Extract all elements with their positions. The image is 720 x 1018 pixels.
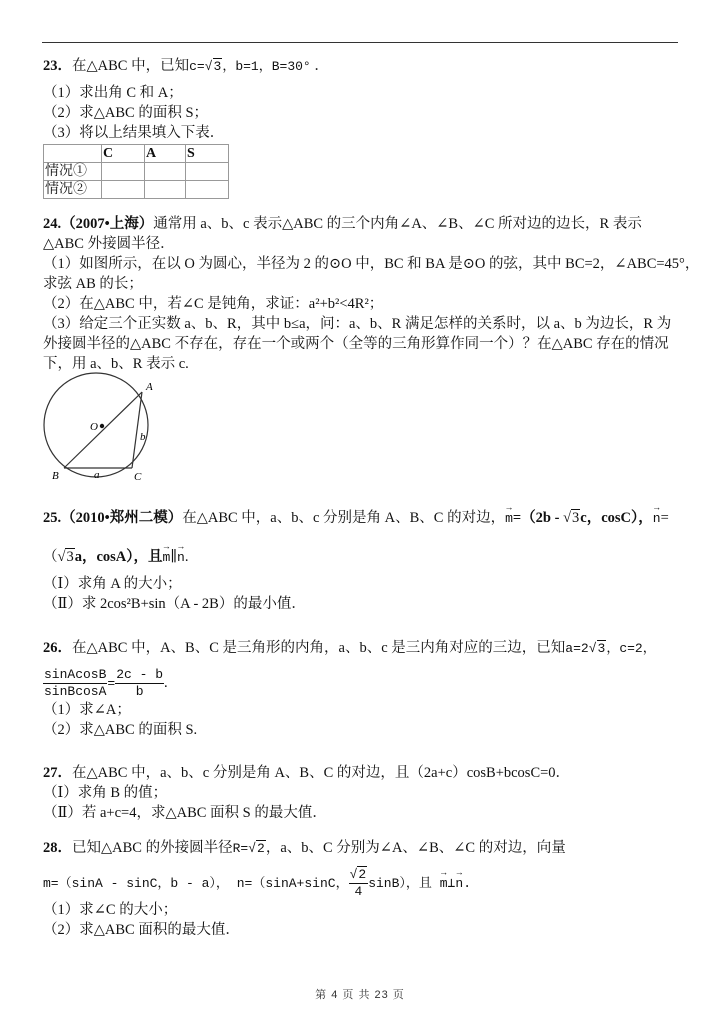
question-25 <box>43 508 683 614</box>
table-cell <box>102 181 145 199</box>
table-row <box>44 181 229 199</box>
fraction-sin-cos: $\frac{\text{sinAcosB}}{\text{sinBcosA}}$ <box>44 667 107 699</box>
table-header-row <box>44 145 229 163</box>
question-24-line: 外接圆半径的△ABC 不存在，存在一个或两个（全等的三角形算作同一个）？在△ABC 存在的情况 <box>43 336 669 352</box>
question-24-line: （3）给定三个正实数 a、b、R，其中 b≤a，问：a、b、R 满足怎样的关系时，以 a、b 为边长，R 为 <box>43 316 672 332</box>
question-28-stem: 28．已知△ABC 的外接圆半径R=√2，a、b、C 分别为∠A、∠B、∠C 的对边，向量 <box>43 840 566 856</box>
question-26 <box>43 638 683 740</box>
label-b-vertex: B <box>52 470 59 482</box>
question-number: 24. <box>43 216 62 232</box>
label-side-b: b <box>140 431 146 443</box>
part-1: （Ⅰ）求角 A 的大小； <box>43 576 182 592</box>
table-header-cell <box>44 145 102 163</box>
part-2: （2）求△ABC 的面积 S. <box>43 722 198 738</box>
table-cell: 情况① <box>44 163 102 181</box>
part-1: （1）求∠C 的大小； <box>43 902 178 918</box>
question-25-line2: （√3a，cosA），且→ m∥→ n. <box>43 547 683 568</box>
vector-n: → n <box>455 874 463 894</box>
question-24-line: 下，用 a、b、R 表示 c. <box>43 356 189 372</box>
page-footer: 第 4 页 共 23 页 <box>315 989 405 1001</box>
table-row <box>44 163 229 181</box>
question-number: 28． <box>43 840 72 856</box>
question-28 <box>43 838 683 940</box>
question-source: （2010•郑州二模） <box>61 510 183 526</box>
question-26-stem: 26．在△ABC 中，A、B、C 是三角形的内角，a、b、c 是三内角对应的三边，已知a=2√3，c=2， <box>43 640 656 656</box>
vector-m: → m <box>505 509 513 529</box>
question-25-stem: 25.（2010•郑州二模）在△ABC 中，a、b、c 分别是角 A、B、C 的对边，→ m=（2b - √3c，cosC），→ n= <box>43 508 683 529</box>
question-number: 27． <box>43 765 72 781</box>
table-header-cell: A <box>145 145 186 163</box>
part-1: （Ⅰ）求角 B 的值； <box>43 785 168 801</box>
header-rule <box>42 42 678 43</box>
question-number: 26． <box>43 640 72 656</box>
ratio-equation: $\frac{\text{sinAcosB}}{\text{sinBcosA}}$ = $\frac{2c - b}{b}$ . <box>44 667 168 699</box>
given-c: c=√3，b=1，B=30° <box>189 59 311 74</box>
label-a-vertex: A <box>146 381 153 393</box>
vector-m: → m <box>163 548 171 568</box>
center-point <box>100 424 104 428</box>
vector-n: → n <box>177 548 185 568</box>
question-24 <box>43 214 700 374</box>
question-24-line: 24.（2007•上海）通常用 a、b、c 表示△ABC 的三个内角∠A、∠B、∠C 所对边的边长，R 表示 <box>43 216 642 232</box>
vector-m: → m <box>440 874 448 894</box>
fraction-sqrt2-over-4: $\frac{√2}{4}$ <box>349 867 367 899</box>
vector-definitions: m=（sinA - sinC，b - a）， n=（sinA+sinC， $\frac{√2}{4}$ sinB），且 → m⊥→ n. <box>43 867 683 900</box>
question-27-stem: 27．在△ABC 中，a、b、c 分别是角 A、B、C 的对边，且（2a+c）cosB+bcosC=0． <box>43 765 571 781</box>
question-24-line: △ABC 外接圆半径． <box>43 236 175 252</box>
part-2: （2）求△ABC 面积的最大值． <box>43 922 240 938</box>
question-source: （2007•上海） <box>61 216 154 232</box>
question-24-line: 求弦 AB 的长； <box>43 276 143 292</box>
table-header-cell: S <box>186 145 229 163</box>
table-cell <box>186 181 229 199</box>
vector-n: → n <box>653 509 661 529</box>
table-cell <box>145 163 186 181</box>
table-cell <box>145 181 186 199</box>
part-3: （3）将以上结果填入下表． <box>43 125 225 141</box>
table-cell <box>102 163 145 181</box>
label-o: O <box>90 421 98 433</box>
answer-table <box>43 144 229 199</box>
part-1: （1）求出角 C 和 A； <box>43 85 183 101</box>
question-23-stem: 23．在△ABC 中，已知c=√3，b=1，B=30° ． <box>43 58 329 74</box>
part-2: （2）求△ABC 的面积 S； <box>43 105 209 121</box>
question-number: 23． <box>43 58 72 74</box>
chord-ba <box>64 392 142 468</box>
question-24-line: （1）如图所示，在以 O 为圆心，半径为 2 的⊙O 中，BC 和 BA 是⊙O 的弦，其中 BC=2，∠ABC=45°， <box>43 256 700 272</box>
given-r: R=√2 <box>232 841 265 856</box>
table-header-cell: C <box>102 145 145 163</box>
table-cell <box>186 163 229 181</box>
table-cell: 情况② <box>44 181 102 199</box>
label-c-vertex: C <box>134 471 142 482</box>
label-side-a: a <box>94 469 100 481</box>
fraction-2c-b: $\frac{2c - b}{b}$ <box>116 667 164 699</box>
part-2: （Ⅱ）求 2cos²B+sin（A - 2B）的最小值． <box>43 596 306 612</box>
question-23 <box>43 56 683 199</box>
part-2: （Ⅱ）若 a+c=4，求△ABC 面积 S 的最大值． <box>43 805 327 821</box>
given-a: a=2√3，c=2， <box>565 641 656 656</box>
sqrt-3: √3 <box>563 510 580 526</box>
part-1: （1）求∠A； <box>43 702 131 718</box>
question-27 <box>43 763 683 823</box>
sqrt-3: √3 <box>57 549 74 565</box>
circle-figure <box>36 370 156 482</box>
stem-text: 在△ABC 中，已知 <box>72 58 190 74</box>
question-number: 25. <box>43 510 62 526</box>
question-24-line: （2）在△ABC 中，若∠C 是钝角，求证：a²+b²<4R²； <box>43 296 384 312</box>
